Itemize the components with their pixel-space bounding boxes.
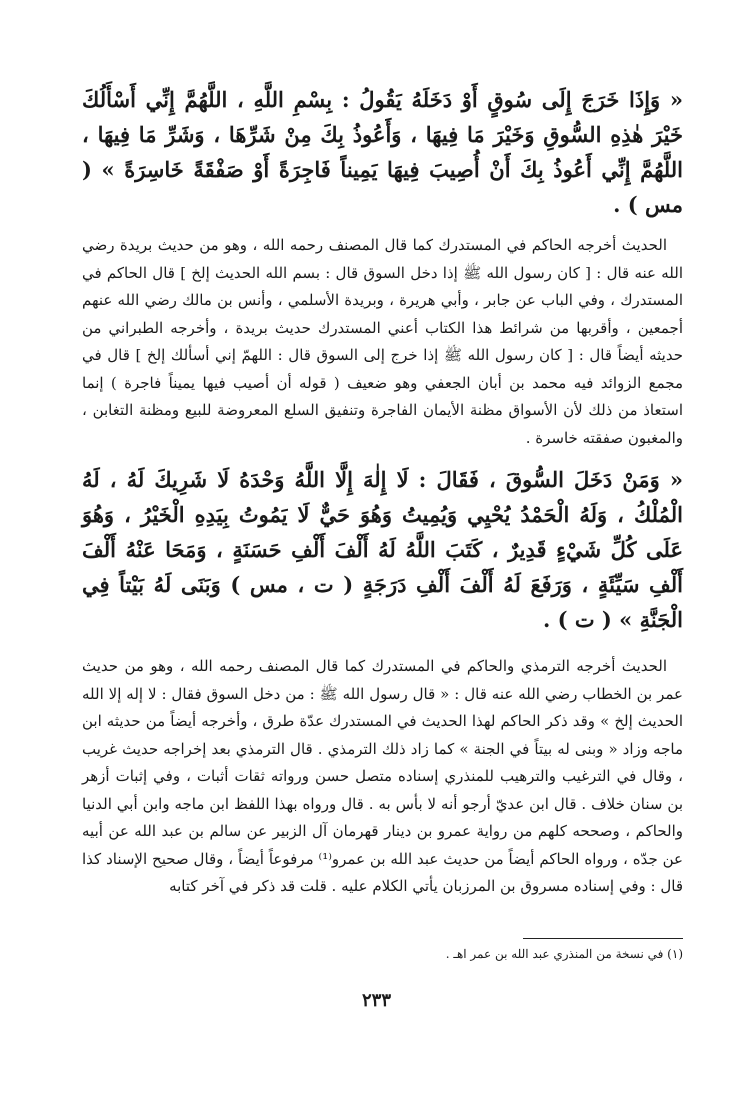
commentary-paragraph: الحديث أخرجه الحاكم في المستدرك كما قال المصنف رحمه الله ، وهو من حديث بريدة رضي الله عنه قال : [ كان رسول الله ﷺ إذا دخل السوق قال : بسم الله الحديث إلخ ] قال الحاكم في المستدرك ، وفي الباب عن جابر ، وأبي هريرة ، وبريدة الأسلمي ، وأنس بن مالك رضي الله عنهم أجمعين ، وأقربها من شرائط هذا الكتاب أعني المستدرك حديث بريدة ، وأخرجه الطبراني من حديثه أيضاً قال : [ كان رسول الله ﷺ إذا خرج إلى السوق قال : اللهمّ إني أسألك إلخ ] قال في مجمع الزوائد فيه محمد بن أبان الجعفي وهو ضعيف ( قوله أن أصيب فيها يميناً فاجرة ) إنما استعاذ من ذلك لأن الأسواق مظنة الأيمان الفاجرة وتنفيق السلع المعروضة للبيع ومظنة التغابن ، والمغبون صفقته خاسرة .: [82, 236, 683, 447]
page-number: ٢٣٣: [361, 990, 391, 1011]
hadith-text-market-entry: « وَإِذَا خَرَجَ إِلَى سُوقٍ أَوْ دَخَلَهُ يَقُولُ : بِسْمِ اللَّهِ ، اللَّهُمَّ إِنِّي أَسْأَلُكَ خَيْرَ هٰذِهِ السُّوقِ وَخَيْرَ مَا فِيهَا ، وَأَعُوذُ بِكَ مِنْ شَرِّهَا ، وَشَرِّ مَا فِيهَا ، اللَّهُمَّ إِنِّي أَعُوذُ بِكَ أَنْ أُصِيبَ فِيهَا يَمِيناً فَاجِرَةً أَوْ صَفْقَةً خَاسِرَةً » ( مس ) .: [82, 87, 683, 217]
footnote: (١) في نسخة من المنذري عبد الله بن عمر اهـ .: [445, 947, 683, 961]
page-body: [82, 82, 683, 911]
footnote-divider: [523, 938, 683, 939]
commentary-paragraph: الحديث أخرجه الترمذي والحاكم في المستدرك كما قال المصنف رحمه الله ، وهو من حديث عمر بن الخطاب رضي الله عنه قال : « قال رسول الله ﷺ : من دخل السوق فقال : لا إله إلا الله الحديث إلخ » وقد ذكر الحاكم لهذا الحديث في المستدرك عدّة طرق ، وأخرجه أيضاً من حديثه ابن ماجه وزاد « وبنى له بيتاً في الجنة » كما زاد ذلك الترمذي . قال الترمذي بعد إخراجه حديث غريب ، وقال في الترغيب والترهيب للمنذري إسناده متصل حسن ورواته ثقات أثبات ، وفي إثبات أزهر بن سنان خلاف . قال ابن عديّ أرجو أنه لا بأس به . قال ورواه بهذا اللفظ ابن ماجه وابن أبي الدنيا والحاكم ، وصححه كلهم من رواية عمرو بن دينار قهرمان آل الزبير عن سالم بن عبد الله عن أبيه عن جدّه ، ورواه الحاكم أيضاً من حديث عبد الله بن عمرو⁽¹⁾ مرفوعاً أيضاً ، وقال صحيح الإسناد كذا قال : وفي إسناده مسروق بن المرزبان يأتي الكلام عليه . قلت قد ذكر في آخر كتابه: [82, 657, 683, 895]
hadith-text-tahlil: « وَمَنْ دَخَلَ السُّوقَ ، فَقَالَ : لَا إِلٰهَ إِلَّا اللَّهُ وَحْدَهُ لَا شَرِيكَ لَهُ ، لَهُ الْمُلْكُ ، وَلَهُ الْحَمْدُ يُحْيِي وَيُمِيتُ وَهُوَ حَيٌّ لَا يَمُوتُ بِيَدِهِ الْخَيْرُ ، وَهُوَ عَلَى كُلِّ شَيْءٍ قَدِيرٌ ، كَتَبَ اللَّهُ لَهُ أَلْفَ أَلْفِ حَسَنَةٍ ، وَمَحَا عَنْهُ أَلْفَ أَلْفِ سَيِّئَةٍ ، وَرَفَعَ لَهُ أَلْفَ أَلْفِ دَرَجَةٍ ( ت ، مس ) وَبَنَى لَهُ بَيْتاً فِي الْجَنَّةِ » ( ت ) .: [82, 467, 683, 632]
